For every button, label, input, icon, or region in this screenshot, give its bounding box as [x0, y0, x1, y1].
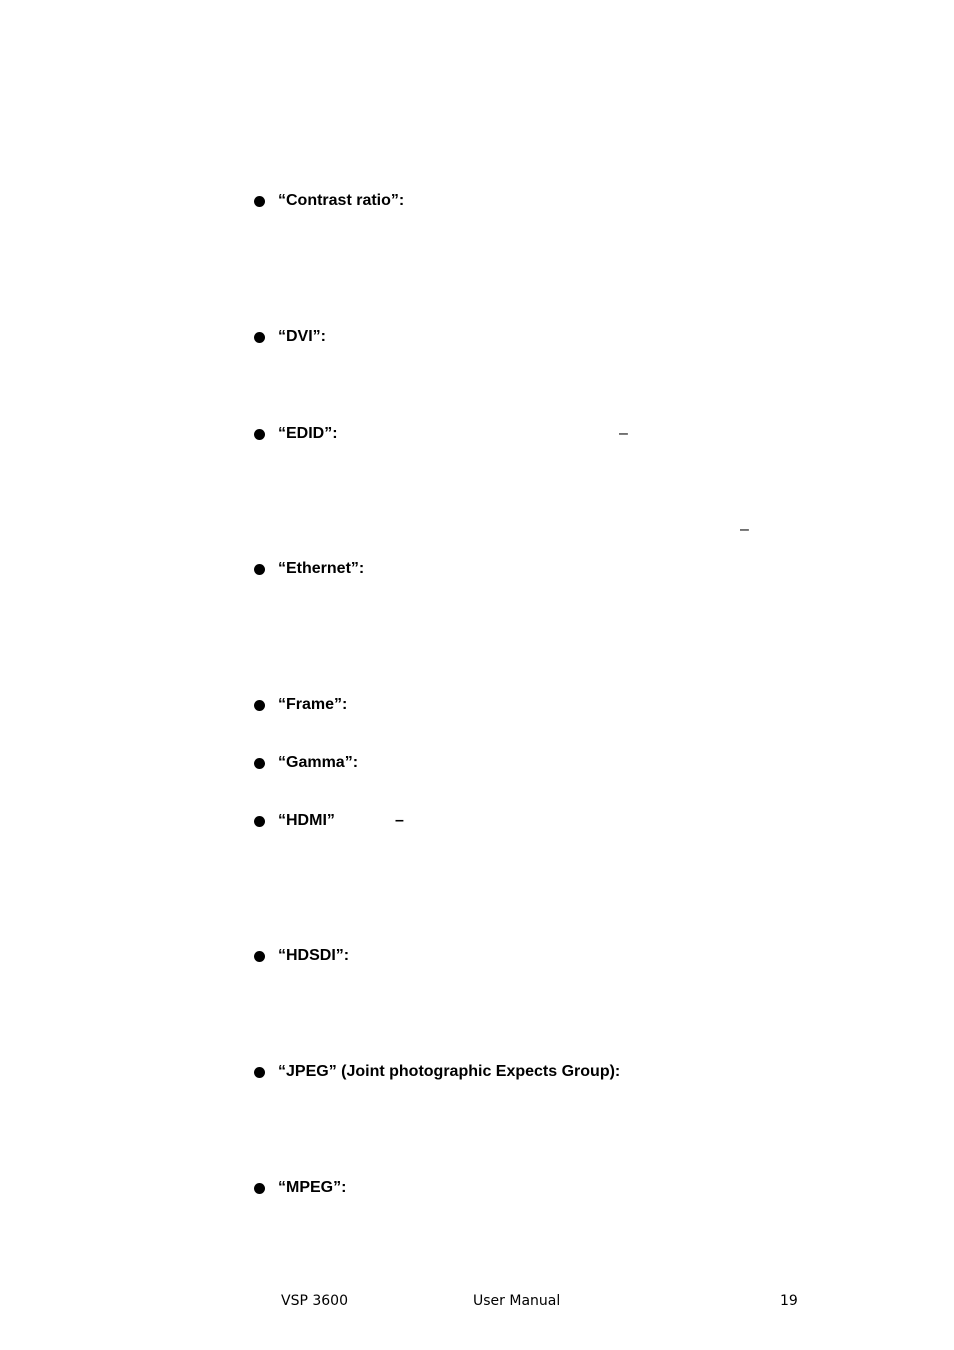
edid-dash-second: – — [740, 521, 749, 538]
term-ethernet: “Ethernet”: — [278, 560, 365, 577]
term-dvi: “DVI”: — [278, 328, 326, 345]
edid-dash: – — [619, 425, 628, 442]
term-mpeg: “MPEG”: — [278, 1179, 347, 1196]
footer-page-number: 19 — [780, 1293, 798, 1309]
term-edid: “EDID”: — [278, 425, 338, 442]
term-gamma: “Gamma”: — [278, 754, 359, 771]
bullet-icon — [254, 196, 265, 207]
bullet-icon — [254, 429, 265, 440]
term-hdmi: “HDMI” — [278, 812, 335, 829]
term-frame: “Frame”: — [278, 696, 348, 713]
hdmi-dash: – — [395, 812, 404, 829]
bullet-icon — [254, 816, 265, 827]
bullet-icon — [254, 1067, 265, 1078]
bullet-icon — [254, 700, 265, 711]
bullet-icon — [254, 564, 265, 575]
term-contrast-ratio: “Contrast ratio”: — [278, 192, 405, 209]
footer-product: VSP 3600 — [281, 1293, 348, 1309]
bullet-icon — [254, 1183, 265, 1194]
bullet-icon — [254, 758, 265, 769]
footer-doc-title: User Manual — [473, 1293, 561, 1309]
bullet-icon — [254, 332, 265, 343]
bullet-icon — [254, 951, 265, 962]
term-jpeg: “JPEG” (Joint photographic Expects Group): — [278, 1063, 621, 1080]
term-hdsdi: “HDSDI”: — [278, 947, 350, 964]
